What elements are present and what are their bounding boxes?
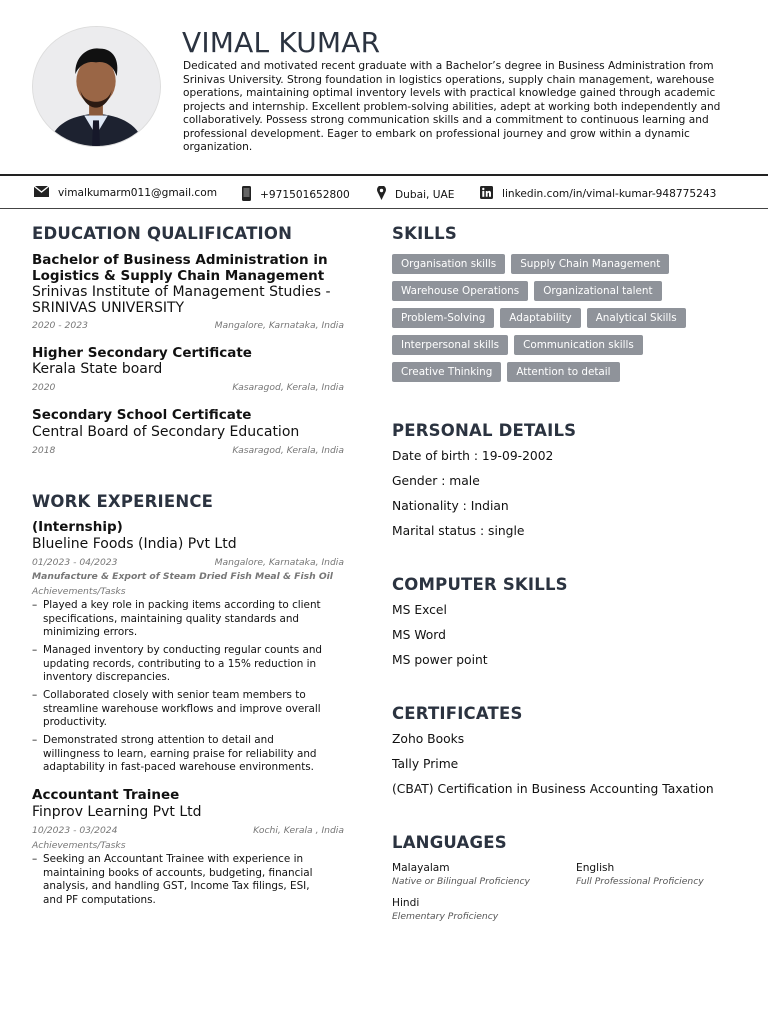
job-role: Accountant Trainee xyxy=(32,787,180,803)
list-item: – Played a key role in packing items according to client specifications, maintaining quality standards and minimizing errors. xyxy=(32,599,332,640)
job-bullets xyxy=(32,599,332,779)
computer-skill-item: MS Excel xyxy=(392,603,447,617)
education-degree: Secondary School Certificate xyxy=(32,407,252,423)
tasks-label: Achievements/Tasks xyxy=(32,586,126,597)
contact-location xyxy=(377,186,454,203)
computer-skill-item: MS power point xyxy=(392,653,488,667)
skills-list xyxy=(392,254,732,382)
education-location: Kasaragod, Kerala, India xyxy=(232,445,344,456)
job-description: Manufacture & Export of Steam Dried Fish Meal & Fish Oil xyxy=(32,571,333,582)
phone-text[interactable]: +971501652800 xyxy=(260,189,350,201)
personal-dob: Date of birth : 19-09-2002 xyxy=(392,449,554,463)
education-location: Mangalore, Karnataka, India xyxy=(214,320,344,331)
list-item: – Demonstrated strong attention to detail and willingness to learn, earning praise for reliability and adaptability in fast-paced warehouse environments. xyxy=(32,734,332,775)
computer-skill-item: MS Word xyxy=(392,628,446,642)
job-dates: 10/2023 - 03/2024 xyxy=(32,825,118,836)
email-text[interactable]: vimalkumarm011@gmail.com xyxy=(58,187,218,199)
work-heading: WORK EXPERIENCE xyxy=(32,492,214,511)
profile-photo xyxy=(32,26,161,147)
candidate-name: VIMAL KUMAR xyxy=(182,26,381,59)
profile-summary: Dedicated and motivated recent graduate with a Bachelor’s degree in Business Administration from Srinivas University. Strong foundation in logistics operations, supply chain management, warehouse operations, maintaining optimal inventory levels with practical knowledge gained through academic projects and internship. Excellent problem-solving abilities, adept at working both independently and collaboratively. Possess strong communication skills and a commitment to continuous learning and professional development. Eager to embark on professional journey and grow within a dynamic organization. xyxy=(183,60,721,153)
list-item: – Collaborated closely with senior team members to streamline warehouse workflows and improve overall productivity. xyxy=(32,689,332,730)
education-institution: Srinivas Institute of Management Studies - SRINIVAS UNIVERSITY xyxy=(32,284,331,316)
skills-heading: SKILLS xyxy=(392,224,457,243)
contact-email[interactable] xyxy=(34,186,217,200)
personal-gender: Gender : male xyxy=(392,474,480,488)
education-dates: 2020 - 2023 xyxy=(32,320,88,331)
certificates-heading: CERTIFICATES xyxy=(392,704,523,723)
language-level: Native or Bilingual Proficiency xyxy=(392,876,530,887)
job-location: Kochi, Kerala , India xyxy=(253,825,344,836)
envelope-icon xyxy=(34,186,49,200)
skill-chip: Adaptability xyxy=(500,308,580,328)
contact-linkedin[interactable] xyxy=(480,186,716,202)
linkedin-icon xyxy=(480,186,493,202)
education-degree: Bachelor of Business Administration in Logistics & Supply Chain Management xyxy=(32,252,328,284)
education-dates: 2018 xyxy=(32,445,56,456)
job-bullets xyxy=(32,853,332,912)
personal-heading: PERSONAL DETAILS xyxy=(392,421,577,440)
location-pin-icon xyxy=(377,186,386,203)
language-name: English xyxy=(576,862,615,874)
certificate-item: Zoho Books xyxy=(392,732,465,746)
education-institution: Kerala State board xyxy=(32,361,163,377)
skill-chip: Attention to detail xyxy=(507,362,619,382)
job-company: Finprov Learning Pvt Ltd xyxy=(32,804,202,820)
skill-chip: Organizational talent xyxy=(534,281,661,301)
contact-phone[interactable] xyxy=(242,186,350,204)
job-company: Blueline Foods (India) Pvt Ltd xyxy=(32,536,237,552)
skill-chip: Warehouse Operations xyxy=(392,281,528,301)
skill-chip: Analytical Skills xyxy=(587,308,686,328)
location-text: Dubai, UAE xyxy=(395,188,455,201)
job-role: (Internship) xyxy=(32,519,123,535)
languages-heading: LANGUAGES xyxy=(392,833,507,852)
job-dates: 01/2023 - 04/2023 xyxy=(32,557,118,568)
skill-chip: Creative Thinking xyxy=(392,362,501,382)
phone-icon xyxy=(242,186,251,204)
education-degree: Higher Secondary Certificate xyxy=(32,345,252,361)
personal-marital-status: Marital status : single xyxy=(392,524,525,538)
language-level: Full Professional Proficiency xyxy=(576,876,704,887)
language-name: Malayalam xyxy=(392,862,450,874)
personal-nationality: Nationality : Indian xyxy=(392,499,509,513)
list-item: – Managed inventory by conducting regular counts and updating records, contributing to a 15% reduction in inventory discrepancies. xyxy=(32,644,332,685)
language-level: Elementary Proficiency xyxy=(392,911,499,922)
skill-chip: Supply Chain Management xyxy=(511,254,669,274)
language-name: Hindi xyxy=(392,897,420,909)
skill-chip: Organisation skills xyxy=(392,254,505,274)
computer-skills-heading: COMPUTER SKILLS xyxy=(392,575,568,594)
certificate-item: (CBAT) Certification in Business Accounting Taxation xyxy=(392,782,714,796)
skill-chip: Problem-Solving xyxy=(392,308,494,328)
contact-bar xyxy=(0,174,768,209)
skill-chip: Interpersonal skills xyxy=(392,335,508,355)
education-heading: EDUCATION QUALIFICATION xyxy=(32,224,293,243)
education-institution: Central Board of Secondary Education xyxy=(32,424,300,440)
linkedin-text[interactable]: linkedin.com/in/vimal-kumar-948775243 xyxy=(502,188,717,200)
tasks-label: Achievements/Tasks xyxy=(32,840,126,851)
skill-chip: Communication skills xyxy=(514,335,643,355)
list-item: – Seeking an Accountant Trainee with experience in maintaining books of accounts, budgeting, financial analysis, and handling GST, Income Tax filings, ESI, and PF computations. xyxy=(32,853,332,907)
person-portrait-icon xyxy=(33,27,160,146)
education-dates: 2020 xyxy=(32,382,56,393)
job-location: Mangalore, Karnataka, India xyxy=(214,557,344,568)
education-location: Kasaragod, Kerala, India xyxy=(232,382,344,393)
certificate-item: Tally Prime xyxy=(392,757,459,771)
